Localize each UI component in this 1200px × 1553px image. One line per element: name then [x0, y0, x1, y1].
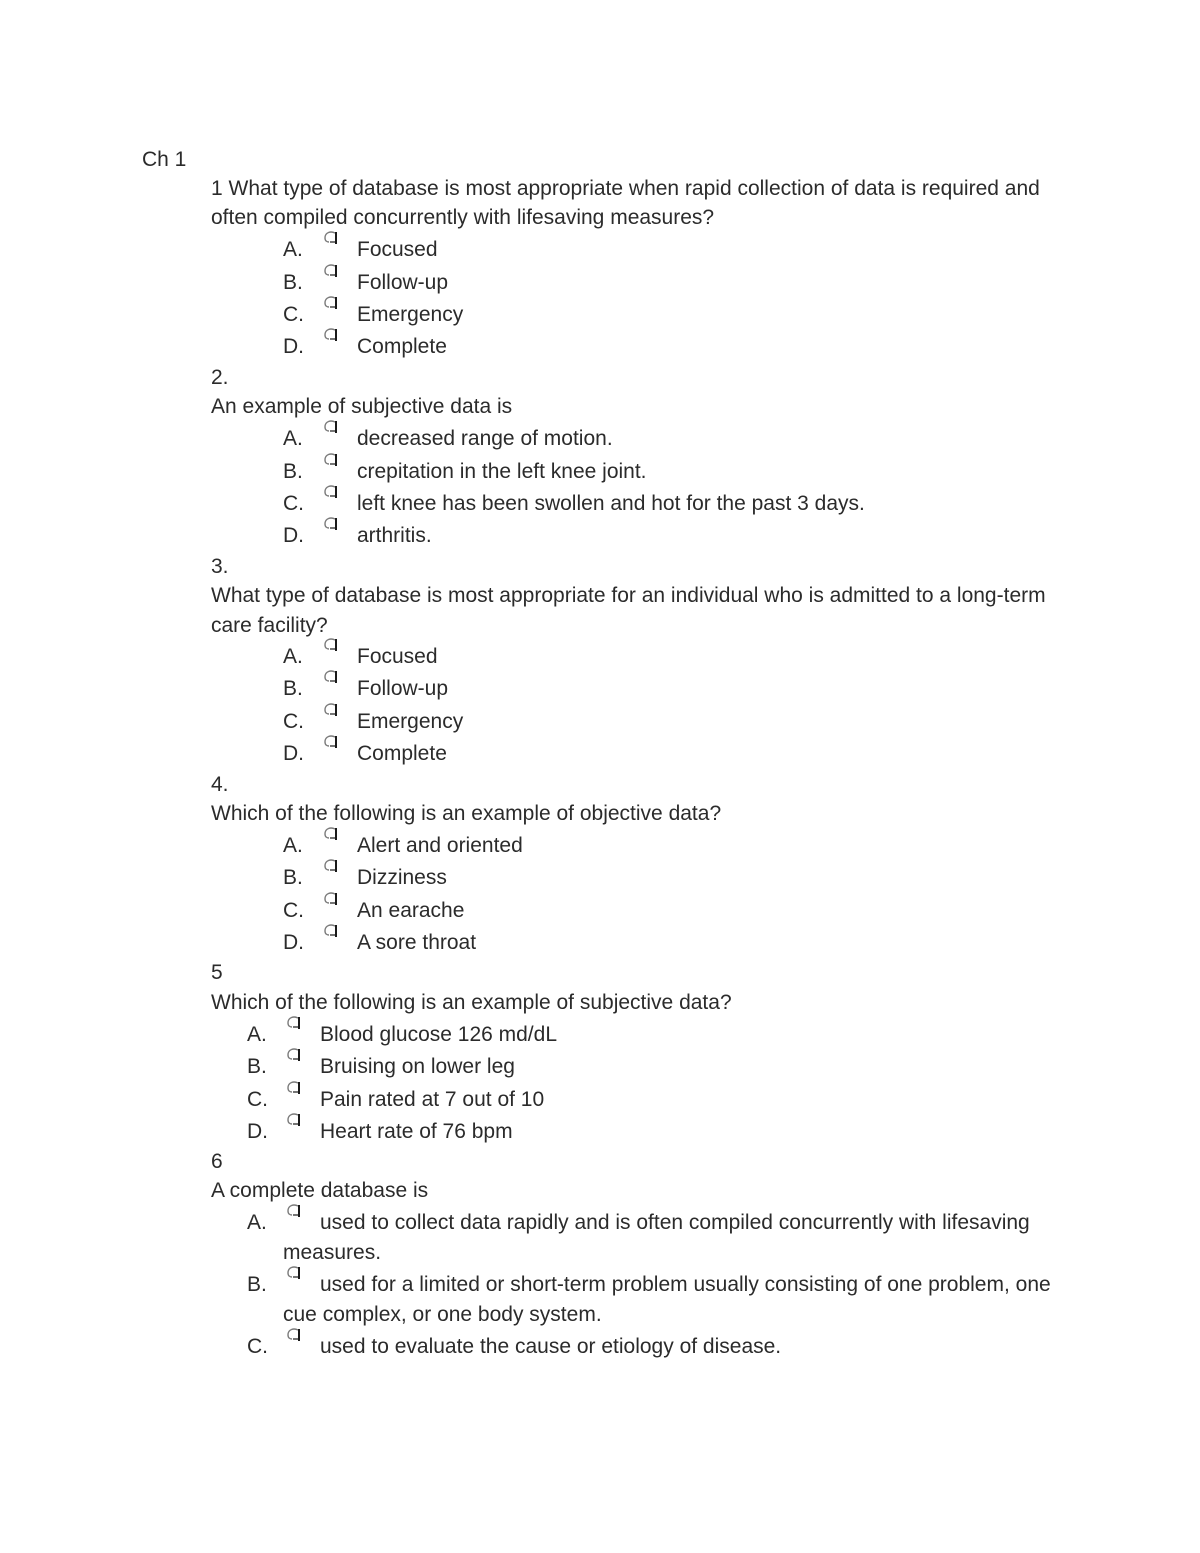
option-text: used to collect data rapidly and is often compiled concurrently with lifesaving — [320, 1211, 1030, 1234]
option-text: Complete — [357, 742, 447, 765]
question-stem-line: Which of the following is an example of subjective data? — [211, 991, 732, 1014]
option-letter: C. — [283, 492, 304, 515]
option-text: An earache — [357, 899, 465, 922]
question-stem-line: Which of the following is an example of objective data? — [211, 802, 722, 825]
option-letter: D. — [283, 931, 304, 954]
question-number: 2. — [211, 366, 229, 389]
question-stem-line: often compiled concurrently with lifesaving measures? — [211, 206, 715, 229]
option-letter: D. — [283, 335, 304, 358]
option-letter: A. — [283, 427, 303, 450]
option-letter: C. — [283, 303, 304, 326]
option-letter: B. — [283, 866, 303, 889]
option-letter: A. — [247, 1211, 267, 1234]
option-letter: C. — [283, 710, 304, 733]
radio-button-icon[interactable] — [322, 452, 340, 472]
option-text: Follow-up — [357, 271, 449, 294]
option-text: Complete — [357, 335, 447, 358]
option-letter: D. — [247, 1120, 268, 1143]
option-letter: A. — [283, 645, 303, 668]
option-text: cue complex, or one body system. — [283, 1303, 602, 1326]
question-number: 5 — [211, 961, 223, 984]
option-letter: C. — [283, 899, 304, 922]
radio-button-icon[interactable] — [322, 669, 340, 689]
radio-button-icon[interactable] — [285, 1015, 303, 1035]
option-text: Focused — [357, 645, 438, 668]
radio-button-icon[interactable] — [322, 891, 340, 911]
option-text: Follow-up — [357, 677, 449, 700]
radio-button-icon[interactable] — [322, 516, 340, 536]
option-text: arthritis. — [357, 524, 432, 547]
radio-button-icon[interactable] — [322, 230, 340, 250]
question-stem-line: A complete database is — [211, 1179, 429, 1202]
option-text: decreased range of motion. — [357, 427, 613, 450]
radio-button-icon[interactable] — [285, 1327, 303, 1347]
radio-button-icon[interactable] — [285, 1080, 303, 1100]
radio-button-icon[interactable] — [285, 1047, 303, 1067]
radio-button-icon[interactable] — [285, 1203, 303, 1223]
option-text: measures. — [283, 1241, 382, 1264]
option-text: left knee has been swollen and hot for the past 3 days. — [357, 492, 865, 515]
question-number: 4. — [211, 773, 229, 796]
option-text: Bruising on lower leg — [320, 1055, 515, 1078]
question-stem-line: care facility? — [211, 614, 328, 637]
option-text: Blood glucose 126 md/dL — [320, 1023, 557, 1046]
question-stem-line: An example of subjective data is — [211, 395, 513, 418]
option-letter: C. — [247, 1335, 268, 1358]
option-text: Pain rated at 7 out of 10 — [320, 1088, 545, 1111]
option-text: used for a limited or short-term problem usually consisting of one problem, one — [320, 1273, 1051, 1296]
option-text: used to evaluate the cause or etiology of disease. — [320, 1335, 782, 1358]
radio-button-icon[interactable] — [322, 702, 340, 722]
option-text: Dizziness — [357, 866, 447, 889]
radio-button-icon[interactable] — [322, 734, 340, 754]
option-text: Alert and oriented — [357, 834, 523, 857]
question-stem-line: What type of database is most appropriate for an individual who is admitted to a long-term — [211, 584, 1046, 607]
question-stem-line: 1 What type of database is most appropriate when rapid collection of data is required and — [211, 177, 1040, 200]
radio-button-icon[interactable] — [285, 1112, 303, 1132]
option-text: Focused — [357, 238, 438, 261]
option-letter: B. — [283, 271, 303, 294]
option-letter: B. — [283, 460, 303, 483]
radio-button-icon[interactable] — [322, 327, 340, 347]
radio-button-icon[interactable] — [322, 295, 340, 315]
option-letter: B. — [283, 677, 303, 700]
option-letter: B. — [247, 1273, 267, 1296]
option-text: Heart rate of 76 bpm — [320, 1120, 513, 1143]
option-letter: D. — [283, 524, 304, 547]
radio-button-icon[interactable] — [285, 1265, 303, 1285]
option-text: A sore throat — [357, 931, 477, 954]
question-number: 3. — [211, 555, 229, 578]
option-letter: D. — [283, 742, 304, 765]
option-letter: A. — [283, 834, 303, 857]
option-letter: A. — [283, 238, 303, 261]
radio-button-icon[interactable] — [322, 637, 340, 657]
radio-button-icon[interactable] — [322, 263, 340, 283]
option-letter: A. — [247, 1023, 267, 1046]
radio-button-icon[interactable] — [322, 826, 340, 846]
chapter-heading: Ch 1 — [142, 148, 187, 171]
radio-button-icon[interactable] — [322, 858, 340, 878]
radio-button-icon[interactable] — [322, 484, 340, 504]
radio-button-icon[interactable] — [322, 923, 340, 943]
option-text: crepitation in the left knee joint. — [357, 460, 647, 483]
option-letter: B. — [247, 1055, 267, 1078]
option-text: Emergency — [357, 303, 464, 326]
question-number: 6 — [211, 1150, 223, 1173]
option-letter: C. — [247, 1088, 268, 1111]
option-text: Emergency — [357, 710, 464, 733]
radio-button-icon[interactable] — [322, 419, 340, 439]
